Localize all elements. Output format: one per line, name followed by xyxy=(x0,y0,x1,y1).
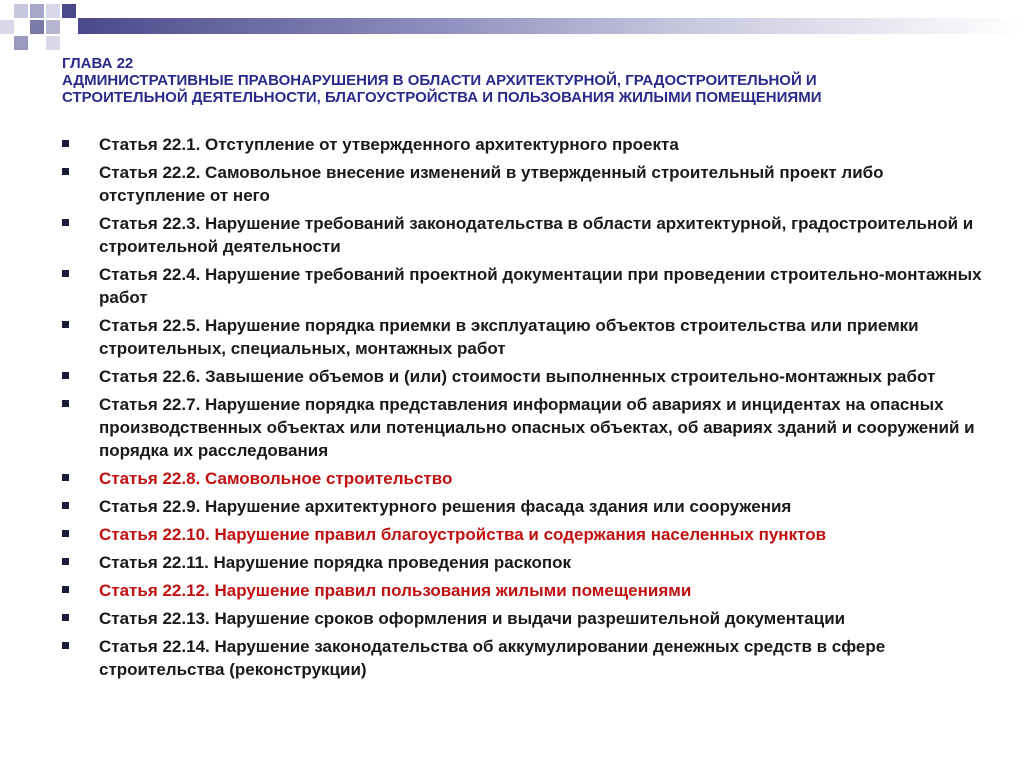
article-text: Статья 22.13. Нарушение сроков оформления и выдачи разрешительной документации xyxy=(99,609,846,628)
square-bullet-icon xyxy=(62,642,69,649)
article-text: Статья 22.11. Нарушение порядка проведения раскопок xyxy=(99,553,572,572)
chapter-title xyxy=(62,55,982,106)
list-item xyxy=(62,551,982,574)
square-bullet-icon xyxy=(62,502,69,509)
deco-square xyxy=(62,4,76,18)
deco-square xyxy=(46,36,60,50)
square-bullet-icon xyxy=(62,372,69,379)
article-text: Статья 22.9. Нарушение архитектурного решения фасада здания или сооружения xyxy=(99,497,792,516)
article-text: Статья 22.5. Нарушение порядка приемки в эксплуатацию объектов строительства или приемки строительных, специальных, монтажных работ xyxy=(99,316,919,358)
article-text: Статья 22.8. Самовольное строительство xyxy=(99,469,453,488)
article-text: Статья 22.3. Нарушение требований законодательства в области архитектурной, градостроительной и строительной деятельности xyxy=(99,214,974,256)
square-bullet-icon xyxy=(62,140,69,147)
deco-square xyxy=(30,4,44,18)
article-text: Статья 22.2. Самовольное внесение изменений в утвержденный строительный проект либо отступление от него xyxy=(99,163,884,205)
deco-square xyxy=(46,20,60,34)
list-item xyxy=(62,607,982,630)
article-text: Статья 22.10. Нарушение правил благоустройства и содержания населенных пунктов xyxy=(99,525,827,544)
article-text: Статья 22.12. Нарушение правил пользования жилыми помещениями xyxy=(99,581,692,600)
list-item xyxy=(62,523,982,546)
chapter-title-line: АДМИНИСТРАТИВНЫЕ ПРАВОНАРУШЕНИЯ В ОБЛАСТИ АРХИТЕКТУРНОЙ, ГРАДОСТРОИТЕЛЬНОЙ И xyxy=(62,72,817,89)
article-text: Статья 22.14. Нарушение законодательства об аккумулировании денежных средств в сфере строительства (реконструкции) xyxy=(99,637,886,679)
list-item xyxy=(62,314,982,360)
list-item xyxy=(62,467,982,490)
list-item xyxy=(62,393,982,462)
chapter-title-line: ГЛАВА 22 xyxy=(62,55,134,72)
header-gradient-band xyxy=(78,18,1024,34)
square-bullet-icon xyxy=(62,614,69,621)
deco-square xyxy=(46,4,60,18)
deco-square xyxy=(14,36,28,50)
list-item xyxy=(62,579,982,602)
square-bullet-icon xyxy=(62,586,69,593)
list-item xyxy=(62,635,982,681)
deco-square xyxy=(14,4,28,18)
list-item xyxy=(62,365,982,388)
list-item xyxy=(62,263,982,309)
article-text: Статья 22.4. Нарушение требований проектной документации при проведении строительно-монтажных работ xyxy=(99,265,982,307)
square-bullet-icon xyxy=(62,474,69,481)
article-text: Статья 22.6. Завышение объемов и (или) стоимости выполненных строительно-монтажных работ xyxy=(99,367,936,386)
square-bullet-icon xyxy=(62,219,69,226)
article-text: Статья 22.7. Нарушение порядка представления информации об авариях и инцидентах на опасных производственных объектах или потенциально опасных объектах, об авариях зданий и сооружений и порядка их расследования xyxy=(99,395,975,460)
square-bullet-icon xyxy=(62,168,69,175)
decorative-squares xyxy=(0,0,90,60)
list-item xyxy=(62,161,982,207)
article-text: Статья 22.1. Отступление от утвержденного архитектурного проекта xyxy=(99,135,679,154)
square-bullet-icon xyxy=(62,530,69,537)
deco-square xyxy=(0,20,14,34)
article-list xyxy=(62,133,982,686)
list-item xyxy=(62,495,982,518)
square-bullet-icon xyxy=(62,270,69,277)
square-bullet-icon xyxy=(62,558,69,565)
list-item xyxy=(62,212,982,258)
square-bullet-icon xyxy=(62,400,69,407)
square-bullet-icon xyxy=(62,321,69,328)
list-item xyxy=(62,133,982,156)
chapter-title-line: СТРОИТЕЛЬНОЙ ДЕЯТЕЛЬНОСТИ, БЛАГОУСТРОЙСТВА И ПОЛЬЗОВАНИЯ ЖИЛЫМИ ПОМЕЩЕНИЯМИ xyxy=(62,89,822,106)
deco-square xyxy=(30,20,44,34)
